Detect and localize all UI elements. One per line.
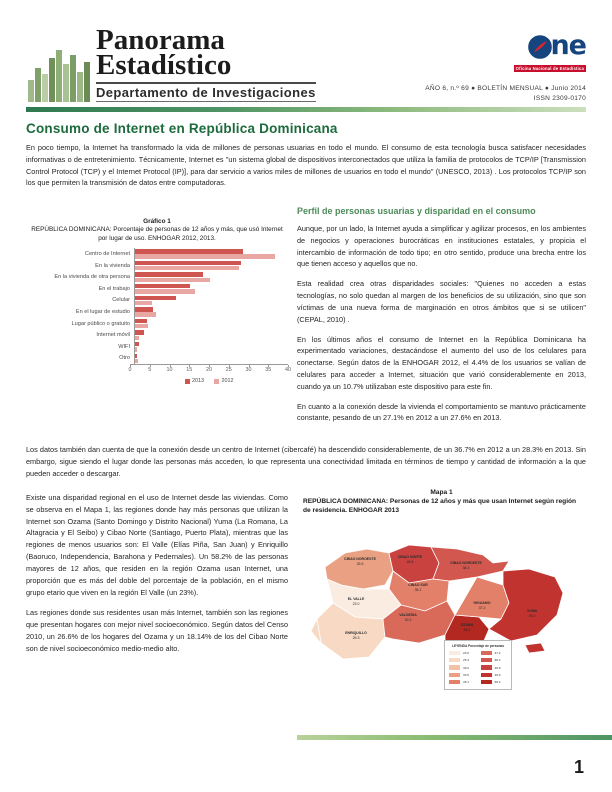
chart-bar-2013: [135, 249, 243, 253]
right-paragraph-2: Esta realidad crea otras disparidades sociales: "Quienes no acceden a estas tecnologías, no solo quedan al margen de los beneficios de su utilización, sino que son víctimas de una nueva forma de marginación en otros ámbitos que si se utilicen" (CEPAL, 2010) .: [297, 279, 586, 324]
issue-line: AÑO 6, n.º 69 ● BOLETÍN MENSUAL ● Junio 2014: [425, 85, 586, 92]
brand-divider: [96, 82, 316, 84]
chart-1: [26, 218, 291, 385]
brand-line-1: Panorama: [96, 24, 225, 56]
map-region-label-ozama: [438, 623, 496, 632]
map-legend-swatch: [448, 650, 461, 656]
map-legend-row: [448, 664, 477, 670]
page-header: [0, 0, 612, 112]
map-legend-row: [480, 679, 509, 685]
chart-bar-2013: [135, 284, 190, 288]
map-legend-swatch: [448, 657, 461, 663]
chart-category-label: Lugar público o gratuito: [71, 320, 130, 327]
one-subtitle: Oficina Nacional de Estadística: [515, 66, 584, 72]
chart-xtick-label: 40: [285, 367, 291, 374]
lead-paragraph: En poco tiempo, la Internet ha transformado la vida de millones de personas usuarias en todo el mundo. El consumo de esta tecnología busca satisfacer necesidades informativas o de entretenimiento. Técnicamente, Internet es "un sistema global de dispositivos interconectados que utiliza la familia de protocolos de TCP/IP [Transmission Control Protocol (TCP) y el Internet Protocol (IP)], para dar servicio a varios miles de millones de usuarios en todo el mundo" (UNESCO, 2013) . Los protocolos TCP/IP son los que permiten la transmisión de datos entre computadoras.: [26, 143, 586, 188]
chart-row: [26, 248, 288, 260]
bar-chart-logo-icon: [28, 50, 90, 102]
chart-bar-cell: [134, 318, 288, 330]
chart-legend: [130, 378, 288, 384]
region-value-5: 25.3: [352, 635, 360, 640]
chart-title: REPÚBLICA DOMINICANA: Porcentaje de personas de 12 años y más, que usó Internet por lugar de uso. ENHOGAR 2012, 2013.: [31, 226, 283, 242]
chart-legend-swatch: [185, 379, 190, 384]
chart-xtick-label: 25: [225, 367, 232, 374]
map-legend-swatch: [480, 657, 493, 663]
chart-xtick-label: 35: [265, 367, 272, 374]
chart-bar-cell: [134, 283, 288, 295]
chart-bar-cell: [134, 271, 288, 283]
map-region-label-el-valle: [327, 597, 385, 606]
left-column: [26, 492, 288, 655]
one-institution-logo: [514, 32, 586, 75]
map-legend-swatch: [480, 679, 493, 685]
map-legend-label: 38.4: [494, 658, 501, 663]
region-name-3: CIBAO SUR: [408, 583, 428, 588]
footer-accent-bar: [297, 735, 612, 740]
map-legend-row: [480, 672, 509, 678]
map-legend-label: 37.2: [494, 651, 501, 656]
region-name-4: EL VALLE: [347, 597, 365, 602]
left-paragraph-1: Existe una disparidad regional en el uso de Internet desde las viviendas. Como se observa en el Mapa 1, las regiones donde hay más personas que utilizan la Internet son Ozama (Santo Domingo y Distrito Nacional) Yuma (La Romana, La Altagracia y El Seibo) y Cibao Norte (Santiago, Puerto Plata), mientras que las regiones de menos usuarios son: El Valle (Elías Piña, San Juan) y Enriquillo (Baoruco, Independencia, Barahona y Pedernales). Un 58.2% de las personas mayores de 12 años, que residen en la región Ozama usan Internet, una proporción que es más del doble del porcentaje de la población, en el mismo grupo etario que viven en la región El Valle (un 23%).: [26, 493, 288, 597]
chart-row: [26, 341, 288, 353]
chart-bar-cell: [134, 248, 288, 260]
map-legend-row: [480, 657, 509, 663]
brand-department: Departamento de Investigaciones: [96, 84, 316, 100]
map-legend-label: 35.1: [463, 679, 470, 684]
chart-category-label: Otro: [119, 355, 130, 362]
map-legend-label: 33.5: [463, 672, 470, 677]
region-value-7: 58.2: [463, 627, 471, 632]
map-region-label-cibao-norte: [381, 555, 439, 564]
chart-bar-2012: [135, 347, 137, 351]
chart-xtick-label: 15: [186, 367, 193, 374]
map-legend-row: [480, 664, 509, 670]
chart-bar-cell: [134, 329, 288, 341]
region-value-3: 35.1: [414, 587, 422, 592]
right-paragraph-4: En cuanto a la conexión desde la vivienda el comportamiento se mantuvo prácticamente constante, pesando de un 27.1% en 2012 a un 27.6% en 2013.: [297, 401, 586, 423]
header-accent-bar: [26, 107, 586, 112]
chart-bar-2013: [135, 296, 176, 300]
map-canvas: [297, 519, 586, 695]
chart-bar-2013: [135, 330, 144, 334]
map-legend-swatch: [448, 664, 461, 670]
map-region-label-cibao-sur: [389, 583, 447, 592]
one-circle-icon: [528, 35, 552, 64]
panorama-logo: [28, 26, 316, 102]
chart-bar-2013: [135, 261, 241, 265]
region-value-0: 33.5: [356, 561, 364, 566]
map-legend-swatch: [448, 679, 461, 685]
chart-legend-label: 2012: [221, 378, 234, 385]
chart-legend-label: 2013: [192, 378, 204, 385]
map-region-label-enriquillo: [327, 631, 385, 640]
chart-bar-2012: [135, 278, 210, 282]
region-value-1: 45.8: [406, 559, 414, 564]
chart-bar-cell: [134, 341, 288, 353]
one-wordmark: ne: [550, 30, 586, 61]
left-paragraph-2: Las regiones donde sus residentes usan más Internet, también son las regiones que presentan hogares con mejor nivel socioeconómico. Según datos del Censo 2010, un 26.6% de los hogares del Ozama y un 18.14% de los del Cibao Norte son de nivel socioeconómico medio-medio alto.: [26, 608, 288, 653]
chart-category-label: Centro de Internet: [84, 251, 130, 258]
full-width-paragraph: Los datos también dan cuenta de que la conexión desde un centro de Internet (cibercafé) ha descendido considerablemente, de un 36.7% en 2012 a un 28.3% en 2013. Sin embargo, sigue siendo el lugar donde las personas más acceden, lo que representa una conectividad limitada en términos de tiempo y cantidad de información a la que pueden acceder o descargar.: [26, 445, 586, 478]
chart-legend-swatch: [214, 379, 219, 384]
map-legend-label: 46.0: [494, 672, 501, 677]
chart-row: [26, 271, 288, 283]
map-legend-swatch: [480, 672, 493, 678]
brand-divider-2: [96, 101, 316, 102]
chart-category-label: En el lugar de estudio: [75, 309, 130, 316]
map-legend: [444, 640, 512, 689]
chart-bar-cell: [134, 295, 288, 307]
map-region-label-yuma: [503, 609, 561, 618]
masthead-meta: [425, 84, 586, 104]
region-name-1: CIBAO NORTE: [397, 555, 423, 560]
chart-bar-2012: [135, 312, 156, 316]
region-higuamo: [455, 577, 509, 619]
map-title: REPÚBLICA DOMINICANA: Personas de 12 años y más que usan Internet según región de residencia. ENHOGAR 2013: [303, 498, 577, 515]
region-name-8: HIGUAMO: [473, 601, 491, 606]
region-value-2: 38.4: [462, 565, 470, 570]
chart-category-label: En la vivienda: [95, 262, 130, 269]
chart-bar-cell: [134, 353, 288, 365]
chart-category-label: Celular: [112, 297, 130, 304]
chart-bar-2012: [135, 359, 138, 363]
map-region-label-valdesia: [379, 613, 437, 622]
map-legend-row: [448, 650, 477, 656]
chart-bars: [26, 248, 288, 364]
issn-line: ISSN 2309-0170: [533, 95, 586, 103]
chart-row: [26, 283, 288, 295]
chart-bar-2012: [135, 336, 139, 340]
right-paragraph-1: Aunque, por un lado, la Internet ayuda a simplificar y agilizar procesos, en los ambientes de negocios y operaciones burocráticas en instituciones estatales, y propicia el intercambio de información de todo tipo; en otro sentido, produce una brecha entre los que tienen acceso y aquellos que no.: [297, 224, 586, 269]
chart-bar-2013: [135, 342, 139, 346]
map-legend-column-a: [448, 650, 477, 686]
brand-line-2: Estadístico: [96, 49, 232, 81]
chart-x-axis: [128, 364, 291, 376]
chart-bar-cell: [134, 260, 288, 272]
region-name-6: VALDESIA: [399, 613, 417, 618]
region-name-7: OZAMA: [460, 623, 474, 628]
map-legend-label: 30.2: [463, 665, 470, 670]
chart-plot-area: [26, 248, 291, 385]
region-name-5: ENRIQUILLO: [345, 631, 367, 636]
page-number: 1: [573, 757, 584, 777]
map-label: Mapa 1: [430, 489, 453, 496]
chart-row: [26, 260, 288, 272]
chart-category-label: En la vivienda de otra persona: [54, 274, 130, 281]
section-subhead: Perfil de personas usuarias y disparidad en el consumo: [297, 206, 536, 216]
right-paragraph-3: En los últimos años el consumo de Internet en la República Dominicana ha experimentado variaciones, destacándose el aumento del uso de los celulares para conectarse. Según datos de la ENHOGAR 2012, el 4.4% de los usuarios se valían de celulares para acceder a Internet, situación que varió considerablemente en 2013, cuando ya un 10.7% utilizaban este dispositivo para este fin.: [297, 334, 586, 391]
region-value-8: 37.2: [478, 605, 486, 610]
map-legend-swatch: [480, 650, 493, 656]
region-value-4: 23.0: [352, 601, 360, 606]
map-legend-title: LEYENDA Porcentaje de personas: [452, 643, 504, 648]
page-title: Consumo de Internet en República Dominicana: [26, 121, 338, 136]
chart-bar-2013: [135, 307, 153, 311]
map-legend-row: [448, 657, 477, 663]
map-region-label-cibao-nordeste: [437, 561, 495, 570]
chart-bar-2012: [135, 289, 195, 293]
map-legend-label: 25.3: [463, 658, 470, 663]
chart-bar-cell: [134, 306, 288, 318]
map-1: [297, 489, 586, 695]
dominican-republic-map-svg: [297, 519, 586, 695]
map-legend-row: [448, 679, 477, 685]
region-name-9: YUMA: [526, 609, 538, 614]
map-legend-label: 58.2: [494, 679, 501, 684]
chart-xtick-label: 30: [245, 367, 252, 374]
chart-row: [26, 329, 288, 341]
chart-bar-2012: [135, 324, 148, 328]
region-value-6: 30.2: [404, 617, 412, 622]
map-legend-swatch: [480, 664, 493, 670]
chart-xtick-label: 0: [128, 367, 132, 374]
chart-xtick-label: 20: [206, 367, 212, 374]
map-legend-label: 23.0: [463, 651, 470, 656]
chart-xtick-label: 10: [166, 367, 173, 374]
chart-category-label: Internet móvil: [96, 332, 130, 339]
region-name-2: CIBAO NORDESTE: [450, 561, 482, 566]
chart-row: [26, 353, 288, 365]
chart-row: [26, 318, 288, 330]
chart-bar-2012: [135, 254, 275, 258]
region-island-saona: [525, 643, 545, 653]
right-column: [297, 206, 586, 424]
map-legend-swatch: [448, 672, 461, 678]
chart-category-label: En el trabajo: [98, 285, 130, 292]
chart-category-label: WIFI: [118, 343, 130, 350]
chart-bar-2013: [135, 354, 137, 358]
chart-legend-item: [185, 378, 205, 384]
map-legend-row: [480, 650, 509, 656]
chart-bar-2012: [135, 301, 152, 305]
chart-label: Gráfico 1: [143, 218, 171, 225]
region-name-0: CIBAO NOROESTE: [344, 557, 376, 562]
map-legend-label: 45.8: [494, 665, 501, 670]
chart-bar-2012: [135, 266, 239, 270]
chart-bar-2013: [135, 272, 203, 276]
region-value-9: 46.0: [528, 613, 536, 618]
map-legend-row: [448, 672, 477, 678]
chart-xtick-label: 5: [148, 367, 152, 374]
chart-row: [26, 306, 288, 318]
map-legend-column-b: [480, 650, 509, 686]
chart-legend-item: [214, 378, 234, 384]
chart-row: [26, 295, 288, 307]
chart-bar-2013: [135, 319, 147, 323]
